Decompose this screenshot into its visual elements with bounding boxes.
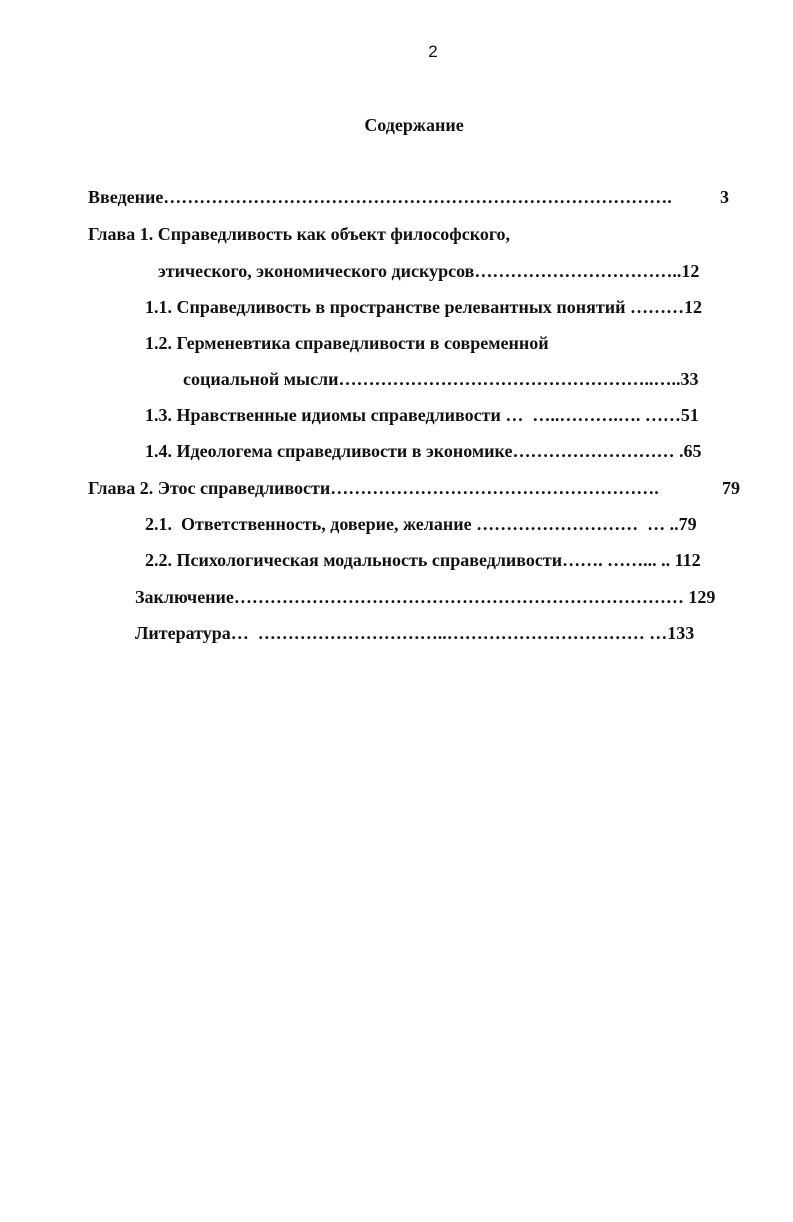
toc-entry-section-1-3 bbox=[145, 404, 699, 426]
toc-entry-text: Заключение………………………………………………………………… 129 bbox=[135, 587, 716, 607]
toc-entry-section-2-1 bbox=[145, 513, 697, 535]
toc-title: Содержание bbox=[364, 115, 464, 135]
toc-entry-section-2-2 bbox=[145, 549, 701, 571]
toc-entry-text: 2.1. Ответственность, доверие, желание ……………………… … ..79 bbox=[145, 514, 697, 534]
toc-entry-section-1-2-cont bbox=[183, 368, 699, 390]
toc-entry-section-1-4 bbox=[145, 440, 701, 462]
toc-entry-introduction bbox=[88, 186, 672, 208]
toc-entry-text: 1.4. Идеологема справедливости в экономике……………………… .65 bbox=[145, 441, 702, 461]
toc-entry-page-number bbox=[720, 186, 729, 208]
toc-page-number: 79 bbox=[722, 478, 740, 498]
toc-page-number: 3 bbox=[720, 187, 729, 207]
toc-entry-text: социальной мысли……………………………………………..…..33 bbox=[183, 369, 699, 389]
page-number: 2 bbox=[428, 42, 438, 61]
toc-entry-text: Глава 2. Этос справедливости………………………………………………. bbox=[88, 478, 659, 498]
toc-entry-text: 1.3. Нравственные идиомы справедливости … …..……….…. ……51 bbox=[145, 405, 699, 425]
toc-entry-text: Введение…………………………………………………………………………. bbox=[88, 187, 672, 207]
toc-entry-text: 1.1. Справедливость в пространстве релевантных понятий ………12 bbox=[145, 297, 702, 317]
toc-entry-chapter-1-cont bbox=[158, 260, 699, 282]
toc-entry-text: Глава 1. Справедливость как объект философского, bbox=[88, 224, 511, 244]
toc-entry-text: 2.2. Психологическая модальность справедливости……. ……... .. 112 bbox=[145, 550, 701, 570]
toc-entry-references bbox=[135, 622, 694, 644]
toc-entry-chapter-1 bbox=[88, 223, 510, 245]
toc-entry-page-number bbox=[722, 477, 740, 499]
toc-entry-chapter-2 bbox=[88, 477, 659, 499]
toc-entry-text: 1.2. Герменевтика справедливости в современной bbox=[145, 333, 549, 353]
toc-entry-conclusion bbox=[135, 586, 715, 608]
toc-entry-section-1-1 bbox=[145, 296, 702, 318]
toc-entry-text: Литература… …………………………..…………………………… …133 bbox=[135, 623, 695, 643]
toc-entry-text: этического, экономического дискурсов……………………………..12 bbox=[158, 261, 700, 281]
toc-entry-section-1-2 bbox=[145, 332, 549, 354]
